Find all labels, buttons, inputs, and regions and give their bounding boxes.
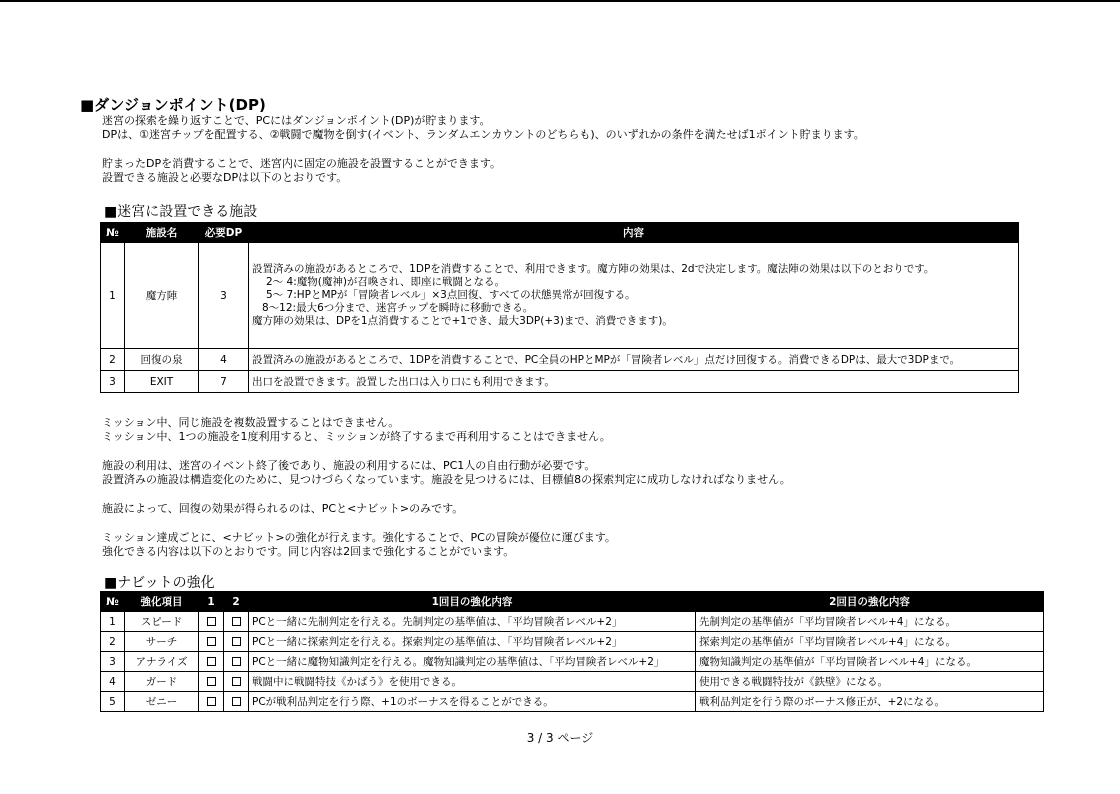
navit-heading: ■ナビットの強化 [104, 575, 215, 591]
navit-header-row [101, 592, 1044, 612]
row-item: ゼニー [125, 692, 199, 712]
content-line: 設置済みの施設があるところで、1DPを消費することで、利用できます。魔方陣の効果は、2dで決定します。魔法陣の効果は以下のとおりです。 [252, 263, 935, 275]
navit-table [100, 591, 1044, 712]
note-line: 施設の利用は、迷宮のイベント終了後であり、施設の利用するには、PC1人の自由行動が必要です。 [102, 459, 596, 472]
table-row [101, 612, 1044, 632]
section-title: ■ダンジョンポイント(DP) [80, 96, 266, 114]
header-no: № [101, 592, 125, 612]
row-item: サーチ [125, 632, 199, 652]
row-second: 使用できる戦闘特技が《鉄壁》になる。 [696, 672, 1044, 692]
row-first: PCと一緒に先制判定を行える。先制判定の基準値は、「平均冒険者レベル+2」 [249, 612, 696, 632]
row-item: アナライズ [125, 652, 199, 672]
row-no: 1 [101, 243, 125, 349]
row-no: 3 [101, 371, 125, 393]
row-no: 2 [101, 349, 125, 371]
header-item: 強化項目 [125, 592, 199, 612]
header-dp: 必要DP [199, 223, 249, 243]
intro-line-4: 設置できる施設と必要なDPは以下のとおりです。 [102, 171, 348, 184]
row-dp: 4 [199, 349, 249, 371]
facilities-table [100, 222, 1019, 393]
row-dp: 7 [199, 371, 249, 393]
intro-line-2: DPは、①迷宮チップを配置する、②戦闘で魔物を倒す(イベント、ランダムエンカウントのどちらも)、のいずれかの条件を満たせば1ポイント貯まります。 [102, 128, 865, 141]
row-dp: 3 [199, 243, 249, 349]
row-no: 2 [101, 632, 125, 652]
header-no: № [101, 223, 125, 243]
row-first: PCと一緒に探索判定を行える。探索判定の基準値は、「平均冒険者レベル+2」 [249, 632, 696, 652]
header-first: 1回目の強化内容 [249, 592, 696, 612]
facilities-heading: ■迷宮に設置できる施設 [104, 204, 258, 220]
content-line: 2～ 4:魔物(魔神)が召喚され、即座に戦闘となる。 [266, 276, 506, 288]
checkbox-2[interactable] [224, 632, 249, 652]
intro-line-1: 迷宮の探索を繰り返すことで、PCにはダンジョンポイント(DP)が貯まります。 [102, 114, 491, 127]
row-name: 魔方陣 [125, 243, 199, 349]
row-no: 3 [101, 652, 125, 672]
table-row [101, 692, 1044, 712]
table-row [101, 349, 1019, 371]
row-first: PCと一緒に魔物知識判定を行える。魔物知識判定の基準値は、「平均冒険者レベル+2」 [249, 652, 696, 672]
page-number: 3 / 3 ページ [526, 731, 594, 745]
content-line: 5～ 7:HPとMPが「冒険者レベル」×3点回復、すべての状態異常が回復する。 [266, 289, 636, 301]
checkbox-2[interactable] [224, 672, 249, 692]
row-name: EXIT [125, 371, 199, 393]
note-line: 施設によって、回復の効果が得られるのは、PCと<ナビット>のみです。 [102, 502, 464, 515]
checkbox-1[interactable] [199, 692, 224, 712]
note-line: ミッション達成ごとに、<ナビット>の強化が行えます。強化することで、PCの冒険が優位に運びます。 [102, 531, 616, 544]
row-second: 戦利品判定を行う際のボーナス修正が、+2になる。 [696, 692, 1044, 712]
row-first: PCが戦利品判定を行う際、+1のボーナスを得ることができる。 [249, 692, 696, 712]
note-line: 強化できる内容は以下のとおりです。同じ内容は2回まで強化することがでいます。 [102, 545, 515, 558]
row-item: ガード [125, 672, 199, 692]
checkbox-2[interactable] [224, 612, 249, 632]
row-no: 4 [101, 672, 125, 692]
row-no: 1 [101, 612, 125, 632]
row-content: 設置済みの施設があるところで、1DPを消費することで、PC全員のHPとMPが「冒険者レベル」点だけ回復する。消費できるDPは、最大で3DPまで。 [249, 349, 1019, 371]
table-row [101, 371, 1019, 393]
table-row [101, 672, 1044, 692]
header-second: 2回目の強化内容 [696, 592, 1044, 612]
table-row [101, 652, 1044, 672]
checkbox-1[interactable] [199, 612, 224, 632]
note-line: ミッション中、同じ施設を複数設置することはできません。 [102, 416, 400, 429]
row-content [249, 243, 1019, 349]
note-line: ミッション中、1つの施設を1度利用すると、ミッションが終了するまで再利用することはできません。 [102, 430, 611, 443]
checkbox-1[interactable] [199, 652, 224, 672]
row-first: 戦闘中に戦闘特技《かばう》を使用できる。 [249, 672, 696, 692]
row-no: 5 [101, 692, 125, 712]
checkbox-1[interactable] [199, 672, 224, 692]
header-check-2: 2 [224, 592, 249, 612]
table-row [101, 632, 1044, 652]
checkbox-2[interactable] [224, 652, 249, 672]
checkbox-1[interactable] [199, 632, 224, 652]
header-content: 内容 [249, 223, 1019, 243]
row-second: 魔物知識判定の基準値が「平均冒険者レベル+4」になる。 [696, 652, 1044, 672]
row-second: 探索判定の基準値が「平均冒険者レベル+4」になる。 [696, 632, 1044, 652]
row-content: 出口を設置できます。設置した出口は入り口にも利用できます。 [249, 371, 1019, 393]
row-name: 回復の泉 [125, 349, 199, 371]
header-check-1: 1 [199, 592, 224, 612]
note-line: 設置済みの施設は構造変化のために、見つけづらくなっています。施設を見つけるには、目標値8の探索判定に成功しなければなりません。 [102, 473, 791, 486]
content-line: 魔方陣の効果は、DPを1点消費することで+1でき、最大3DP(+3)まで、消費できます)。 [252, 315, 673, 327]
intro-line-3: 貯まったDPを消費することで、迷宮内に固定の施設を設置することができます。 [102, 157, 502, 170]
table-row [101, 243, 1019, 349]
checkbox-2[interactable] [224, 692, 249, 712]
content-line: 8～12:最大6つ分まで、迷宮チップを瞬時に移動できる。 [262, 302, 534, 314]
facilities-header-row [101, 223, 1019, 243]
header-name: 施設名 [125, 223, 199, 243]
row-second: 先制判定の基準値が「平均冒険者レベル+4」になる。 [696, 612, 1044, 632]
row-item: スピード [125, 612, 199, 632]
